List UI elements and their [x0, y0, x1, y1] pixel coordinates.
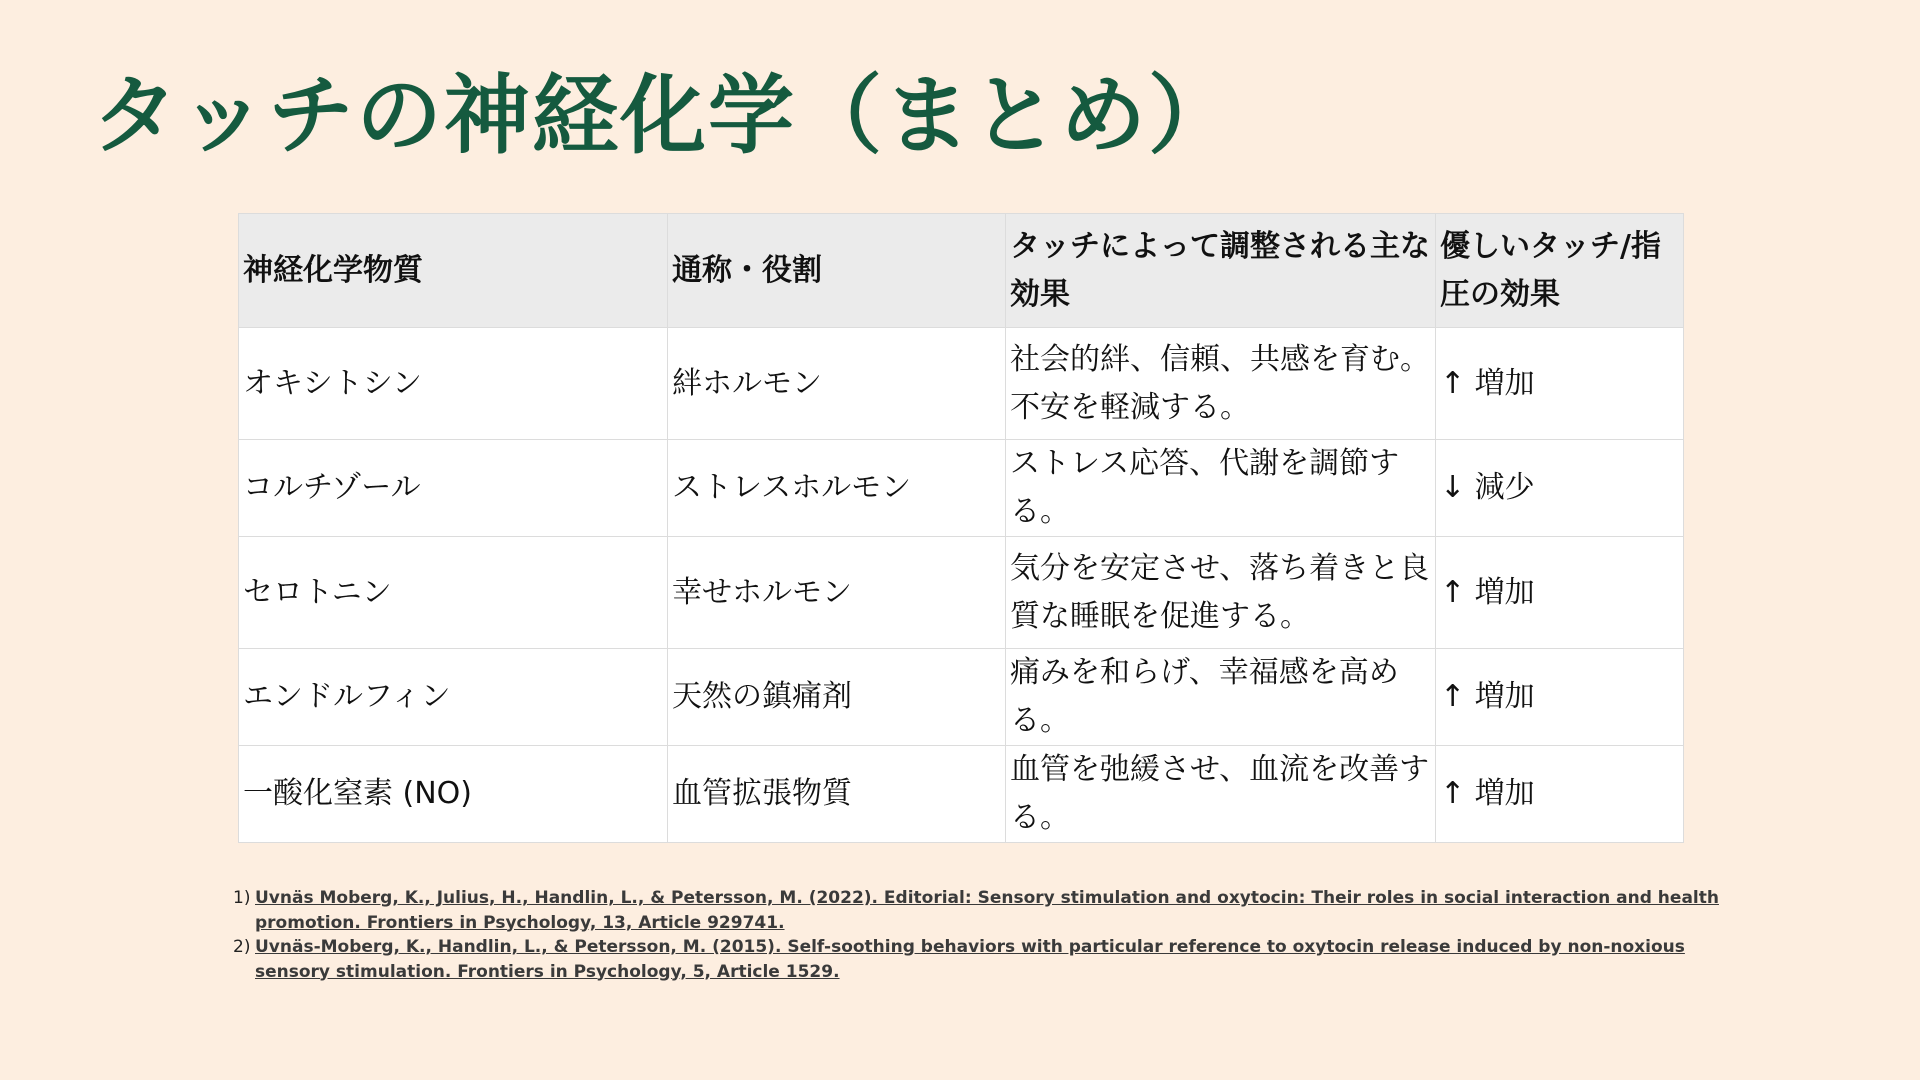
header-substance: 神経化学物質: [239, 214, 668, 328]
header-role: 通称・役割: [668, 214, 1006, 328]
cell-effect: 社会的絆、信頼、共感を育む。不安を軽減する。: [1006, 328, 1436, 440]
cell-role: 血管拡張物質: [668, 746, 1006, 843]
cell-substance: オキシトシン: [239, 328, 668, 440]
table-header-row: [239, 214, 1684, 328]
cell-substance: コルチゾール: [239, 440, 668, 537]
cell-touch-effect: ↑ 増加: [1436, 537, 1684, 649]
cell-role: 天然の鎮痛剤: [668, 649, 1006, 746]
reference-item: [233, 886, 1763, 935]
cell-touch-effect: ↓ 減少: [1436, 440, 1684, 537]
neurochemistry-table-container: [238, 213, 1683, 843]
cell-effect: 痛みを和らげ、幸福感を高める。: [1006, 649, 1436, 746]
cell-touch-effect: ↑ 増加: [1436, 746, 1684, 843]
table-row: [239, 537, 1684, 649]
cell-effect: 血管を弛緩させ、血流を改善する。: [1006, 746, 1436, 843]
table-row: [239, 746, 1684, 843]
reference-link[interactable]: Uvnäs Moberg, K., Julius, H., Handlin, L., & Petersson, M. (2022). Editorial: Sensory stimulation and oxytocin: Their roles in social interaction and health promotion. Frontiers in Psychology, 13, Article 929741.: [255, 888, 1719, 933]
neurochemistry-table: [238, 213, 1684, 843]
header-touch-effect: 優しいタッチ/指圧の効果: [1436, 214, 1684, 328]
table-row: [239, 328, 1684, 440]
cell-effect: 気分を安定させ、落ち着きと良質な睡眠を促進する。: [1006, 537, 1436, 649]
cell-substance: エンドルフィン: [239, 649, 668, 746]
reference-item: [233, 935, 1763, 984]
cell-touch-effect: ↑ 増加: [1436, 328, 1684, 440]
references-list: [233, 886, 1763, 984]
reference-number: 1): [233, 888, 251, 908]
table-row: [239, 440, 1684, 537]
cell-role: 絆ホルモン: [668, 328, 1006, 440]
reference-number: 2): [233, 937, 251, 957]
reference-link[interactable]: Uvnäs-Moberg, K., Handlin, L., & Petersson, M. (2015). Self-soothing behaviors with particular reference to oxytocin release induced by non-noxious sensory stimulation. Frontiers in Psychology, 5, Article 1529.: [255, 937, 1685, 982]
cell-role: ストレスホルモン: [668, 440, 1006, 537]
cell-role: 幸せホルモン: [668, 537, 1006, 649]
slide-title: タッチの神経化学（まとめ）: [92, 66, 1236, 166]
cell-substance: セロトニン: [239, 537, 668, 649]
header-effect: タッチによって調整される主な効果: [1006, 214, 1436, 328]
cell-effect: ストレス応答、代謝を調節する。: [1006, 440, 1436, 537]
cell-touch-effect: ↑ 増加: [1436, 649, 1684, 746]
table-row: [239, 649, 1684, 746]
cell-substance: 一酸化窒素 (NO): [239, 746, 668, 843]
